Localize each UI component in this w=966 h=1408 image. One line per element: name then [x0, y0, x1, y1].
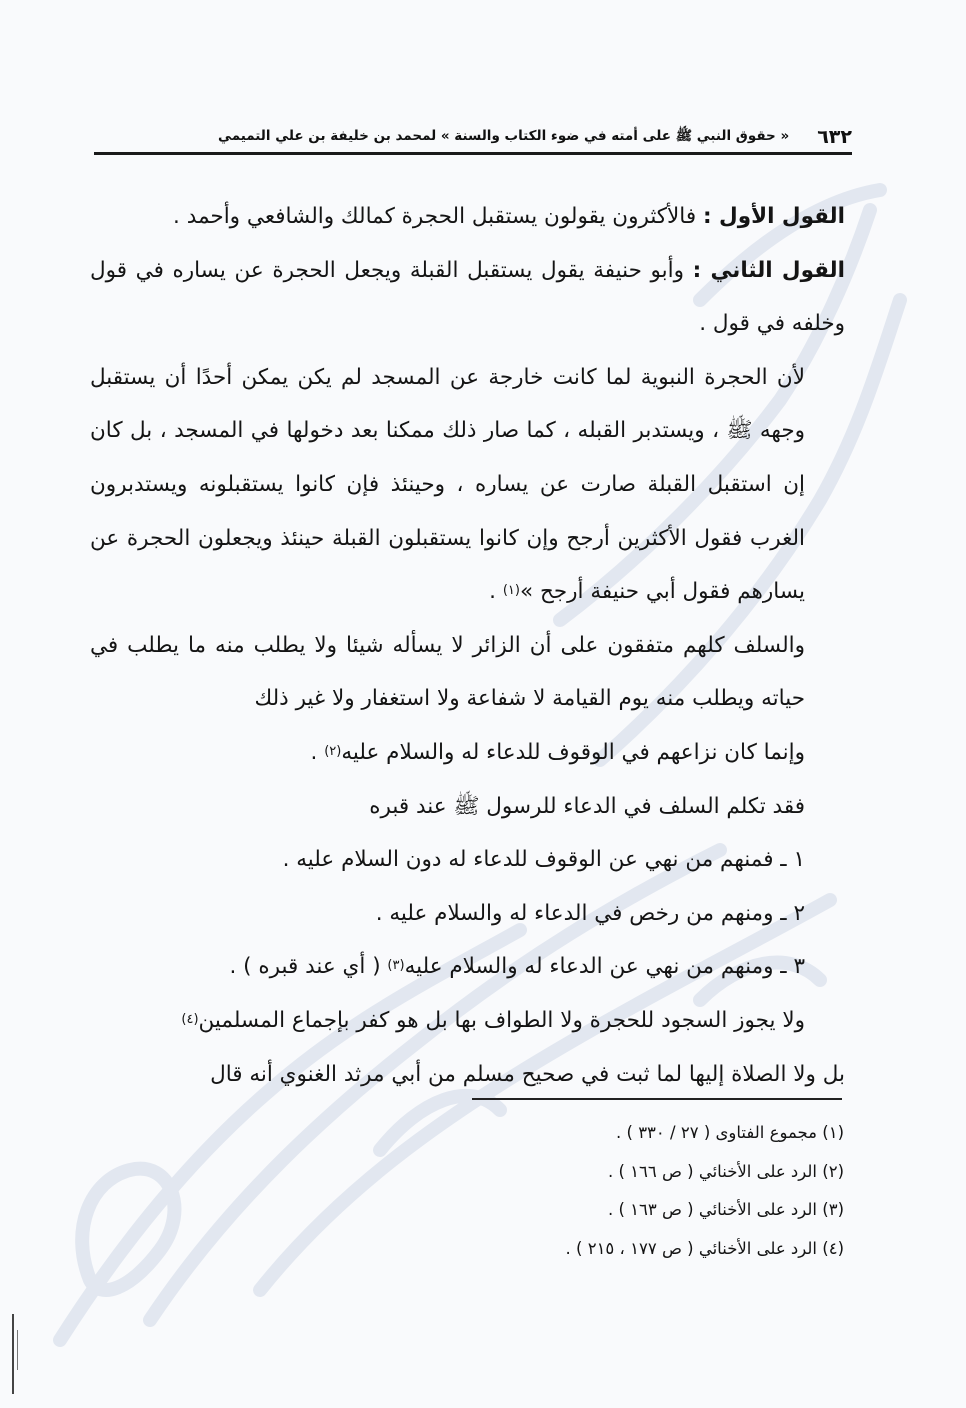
- footnote-1: (١) مجموع الفتاوى ( ٢٧ / ٣٣٠ ) .: [616, 1123, 844, 1142]
- intro-list-text: فقد تكلم السلف في الدعاء للرسول ﷺ عند قبره: [369, 793, 805, 819]
- prostration-text: ولا يجوز السجود للحجرة ولا الطواف بها بل هو كفر بإجماع المسلمين: [198, 1007, 805, 1033]
- footnote-ref-4: (٤): [181, 1011, 199, 1027]
- first-opinion-label: القول الأول :: [702, 204, 845, 229]
- book-title: « حقوق النبي ﷺ على أمته في ضوء الكتاب والسنة » لمحمد بن خليفة بن علي التميمي: [218, 128, 790, 144]
- scan-edge-mark-2: [17, 1330, 18, 1370]
- prayer-text: بل ولا الصلاة إليها لما ثبت في صحيح مسلم من أبي مرثد الغنوي أنه قال: [210, 1061, 845, 1087]
- paragraph-first-opinion: [90, 190, 845, 244]
- footnote-rule: [472, 1098, 842, 1100]
- running-header: [94, 120, 852, 154]
- page-number: ٦٣٢: [817, 126, 852, 148]
- paragraph-explanation: [90, 351, 845, 619]
- second-opinion-text: وأبو حنيفة يقول يستقبل القبلة ويجعل الحجرة عن يساره في قول وخلفه في قول .: [90, 257, 845, 337]
- list-item-2-text: ٢ ـ ومنهم من رخص في الدعاء له والسلام عليه .: [375, 900, 805, 926]
- dispute-text: وإنما كان نزاعهم في الوقوف للدعاء له والسلام عليه: [341, 739, 805, 765]
- first-opinion-text: فالأكثرون يقولون يستقبل الحجرة كمالك والشافعي وأحمد .: [173, 204, 703, 229]
- paragraph-prostration: [90, 994, 845, 1048]
- list-item-3: [90, 940, 845, 994]
- paragraph-second-opinion: [90, 244, 845, 351]
- list-item-2: [90, 887, 845, 941]
- footnote-ref-3: (٣): [387, 958, 405, 974]
- list-item-3-tail: ( أي عند قبره ) .: [229, 954, 388, 980]
- explanation-tail: .: [489, 579, 503, 605]
- list-item-1: [90, 833, 845, 887]
- dispute-tail: .: [310, 739, 325, 765]
- footnote-ref-1: (١): [502, 583, 520, 599]
- explanation-text: لأن الحجرة النبوية لما كانت خارجة عن المسجد لم يكن يمكن أحدًا أن يستقبل وجهه ﷺ ، ويستدبر القبله ، كما صار ذلك ممكنا بعد دخولها في المسجد ، بل كان إن استقبل القبلة صارت عن يساره ، وحينئذ فإن كانوا يستقبلونه ويستدبرون الغرب فقول الأكثرين أرجح وإن كانوا يستقبلون القبلة حينئذ ويجعلون الحجرة عن يسارهم فقول أبي حنيفة أرجح »: [90, 364, 805, 605]
- paragraph-dispute: [90, 726, 845, 780]
- second-opinion-label: القول الثاني :: [692, 257, 845, 283]
- footnote-4: (٤) الرد على الأخنائي ( ص ١٧٧ ، ٢١٥ ) .: [565, 1238, 844, 1258]
- main-text: [90, 190, 845, 1101]
- list-item-1-text: ١ ـ فمنهم من نهي عن الوقوف للدعاء له دون السلام عليه .: [282, 847, 805, 873]
- scan-edge-mark: [12, 1314, 14, 1394]
- paragraph-salaf: [90, 619, 845, 726]
- list-item-3-text: ٣ ـ ومنهم من نهي عن الدعاء له والسلام عليه: [404, 954, 805, 980]
- header-rule: [94, 152, 852, 155]
- salaf-text: والسلف كلهم متفقون على أن الزائر لا يسأله شيئا ولا يطلب منه ما يطلب في حياته ويطلب منه يوم القيامة لا شفاعة ولا استغفار ولا غير ذلك: [90, 632, 805, 712]
- footnote-ref-2: (٢): [324, 743, 342, 759]
- paragraph-prayer: [90, 1048, 845, 1102]
- footnotes: [94, 1114, 844, 1268]
- footnote-3: (٣) الرد على الأخنائي ( ص ١٦٣ ) .: [607, 1200, 844, 1219]
- paragraph-intro-list: [90, 780, 845, 834]
- footnote-2: (٢) الرد على الأخنائي ( ص ١٦٦ ) .: [607, 1161, 844, 1181]
